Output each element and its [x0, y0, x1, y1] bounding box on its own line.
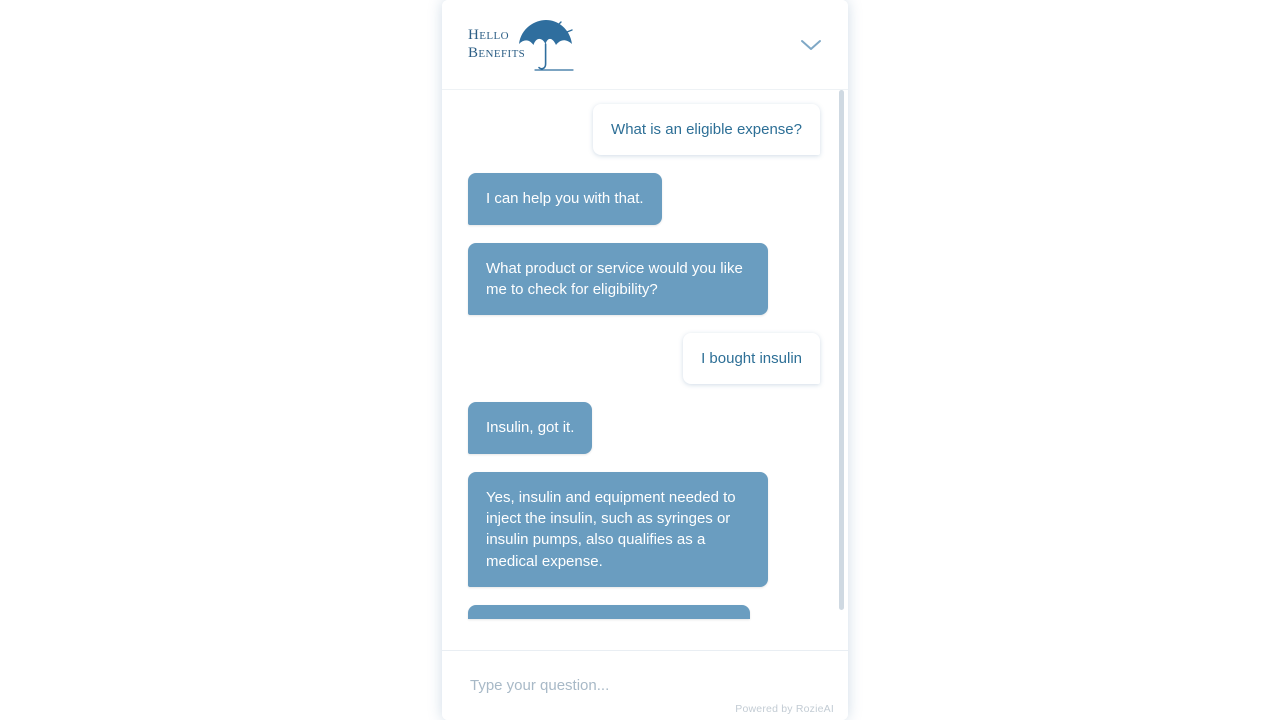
user-message-bubble: What is an eligible expense?	[593, 104, 820, 155]
message-row	[468, 173, 820, 224]
bot-message-bubble: What product or service would you like me to check for eligibility?	[468, 243, 768, 316]
message-row	[468, 333, 820, 384]
message-row	[468, 472, 820, 587]
brand-logo	[468, 18, 575, 72]
composer	[442, 650, 848, 720]
message-list	[442, 90, 848, 650]
chat-widget	[442, 0, 848, 720]
user-message-bubble: I bought insulin	[683, 333, 820, 384]
brand-line-1: Hello	[468, 26, 509, 43]
bot-message-bubble: Insulin, got it.	[468, 402, 592, 453]
question-input[interactable]	[468, 676, 822, 695]
bot-message-bubble: I can help you with that.	[468, 173, 662, 224]
message-scrollbar[interactable]	[841, 90, 846, 650]
umbrella-icon	[515, 18, 575, 72]
message-scrollbar-thumb[interactable]	[839, 90, 844, 610]
powered-by-label: Powered by RozieAI	[735, 703, 834, 715]
message-row	[468, 605, 820, 619]
message-row	[468, 402, 820, 453]
chevron-down-icon[interactable]	[796, 30, 826, 60]
message-row	[468, 243, 820, 316]
brand-line-2: Benefits	[468, 44, 526, 61]
bot-message-bubble: Yes, insulin and equipment needed to inject the insulin, such as syringes or insulin pumps, also qualifies as a medical expense.	[468, 472, 768, 587]
bot-message-bubble-partial	[468, 605, 750, 619]
widget-header	[442, 0, 848, 90]
message-row	[468, 104, 820, 155]
